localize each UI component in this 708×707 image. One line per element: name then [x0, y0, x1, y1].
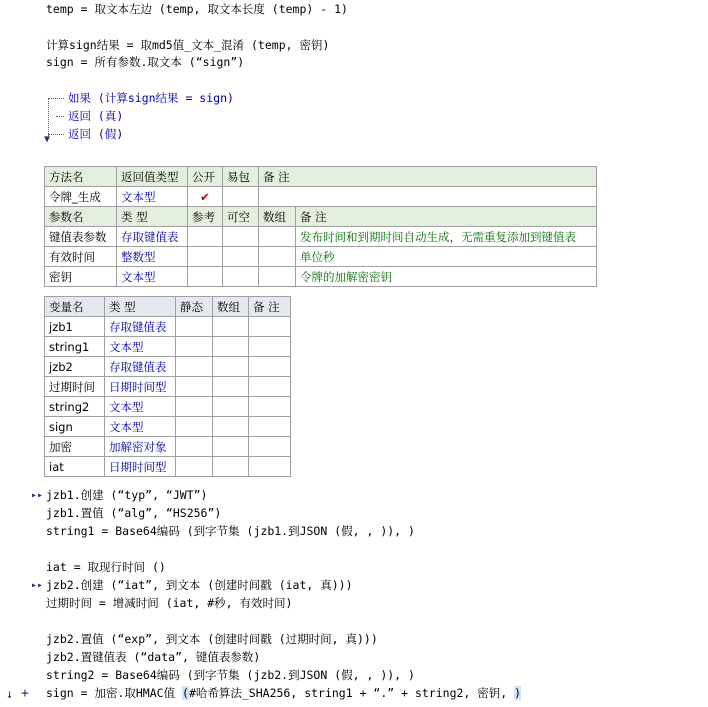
code-line-11[interactable]: jzb1.置值 (“alg”, “HS256”) [46, 506, 222, 520]
var-note[interactable] [249, 377, 291, 397]
var-name[interactable]: string1 [45, 337, 105, 357]
var-arr[interactable] [213, 357, 249, 377]
code-line-15[interactable]: 过期时间 = 增减时间 (iat, #秒, 有效时间) [46, 596, 293, 610]
var-static[interactable] [176, 357, 213, 377]
return-false[interactable]: 返回 (假) [68, 127, 124, 141]
return-true[interactable]: 返回 (真) [68, 109, 124, 123]
method-table [44, 166, 597, 287]
var-arr[interactable] [213, 457, 249, 477]
header-param-null: 可空 [223, 207, 259, 227]
param-null[interactable] [223, 227, 259, 247]
var-type[interactable]: 文本型 [105, 337, 176, 357]
var-type[interactable]: 日期时间型 [105, 457, 176, 477]
header-param-ref: 参考 [188, 207, 223, 227]
method-pkg-cell[interactable] [223, 187, 259, 207]
var-arr[interactable] [213, 377, 249, 397]
var-name[interactable]: 加密 [45, 437, 105, 457]
method-name-cell[interactable]: 令牌_生成 [45, 187, 117, 207]
var-row [45, 337, 291, 357]
var-row [45, 357, 291, 377]
var-note[interactable] [249, 397, 291, 417]
var-static[interactable] [176, 437, 213, 457]
header-note: 备 注 [259, 167, 597, 187]
var-static[interactable] [176, 377, 213, 397]
var-arr[interactable] [213, 317, 249, 337]
param-row [45, 247, 597, 267]
code-line-19-args: #哈希算法_SHA256, string1 + “.” + string2, 密钥, [188, 686, 515, 700]
param-name[interactable]: 键值表参数 [45, 227, 117, 247]
param-row [45, 267, 597, 287]
code-line-12[interactable]: string1 = Base64编码 (到字节集 (jzb1.到JSON (假, , )), ) [46, 524, 415, 538]
flow-line [48, 98, 49, 138]
code-line-18[interactable]: string2 = Base64编码 (到字节集 (jzb2.到JSON (假, , )), ) [46, 668, 415, 682]
flow-line [56, 116, 64, 117]
var-name[interactable]: 过期时间 [45, 377, 105, 397]
var-name[interactable]: string2 [45, 397, 105, 417]
param-type[interactable]: 存取键值表 [117, 227, 188, 247]
header-var-static: 静态 [176, 297, 213, 317]
var-name[interactable]: sign [45, 417, 105, 437]
method-note-cell[interactable] [259, 187, 597, 207]
header-pkg: 易包 [223, 167, 259, 187]
var-row [45, 377, 291, 397]
public-check-icon[interactable]: ✔ [188, 187, 223, 207]
code-line-3[interactable]: sign = 所有参数.取文本 (“sign”) [46, 55, 245, 69]
param-arr[interactable] [259, 227, 296, 247]
header-var-name: 变量名 [45, 297, 105, 317]
var-note[interactable] [249, 437, 291, 457]
param-type[interactable]: 文本型 [117, 267, 188, 287]
var-static[interactable] [176, 317, 213, 337]
var-arr[interactable] [213, 417, 249, 437]
header-param-type: 类 型 [117, 207, 188, 227]
header-var-type: 类 型 [105, 297, 176, 317]
var-arr[interactable] [213, 397, 249, 417]
var-name[interactable]: jzb2 [45, 357, 105, 377]
header-public: 公开 [188, 167, 223, 187]
code-line-2[interactable]: 计算sign结果 = 取md5值_文本_混淆 (temp, 密钥) [46, 38, 330, 52]
if-statement[interactable]: 如果 (计算sign结果 = sign) [68, 91, 234, 105]
method-return-type-cell[interactable]: 文本型 [117, 187, 188, 207]
var-static[interactable] [176, 397, 213, 417]
var-name[interactable]: iat [45, 457, 105, 477]
var-type[interactable]: 文本型 [105, 397, 176, 417]
variable-table [44, 296, 291, 477]
param-note[interactable]: 令牌的加解密密钥 [296, 267, 597, 287]
code-line-10[interactable]: jzb1.创建 (“typ”, “JWT”) [46, 488, 208, 502]
param-row [45, 227, 597, 247]
var-arr[interactable] [213, 337, 249, 357]
header-method-name: 方法名 [45, 167, 117, 187]
code-line-13[interactable]: iat = 取现行时间 () [46, 560, 166, 574]
param-null[interactable] [223, 247, 259, 267]
add-line-icon[interactable]: + [21, 686, 29, 701]
param-type[interactable]: 整数型 [117, 247, 188, 267]
header-var-note: 备 注 [249, 297, 291, 317]
var-type[interactable]: 存取键值表 [105, 317, 176, 337]
var-note[interactable] [249, 417, 291, 437]
breakpoint-arrow-icon[interactable]: ▸▸ [31, 580, 44, 591]
header-return-type: 返回值类型 [117, 167, 188, 187]
var-static[interactable] [176, 337, 213, 357]
breakpoint-arrow-icon[interactable]: ▸▸ [31, 490, 44, 501]
flow-line [48, 98, 64, 99]
var-arr[interactable] [213, 437, 249, 457]
var-type[interactable]: 文本型 [105, 417, 176, 437]
var-note[interactable] [249, 317, 291, 337]
var-note[interactable] [249, 357, 291, 377]
param-ref[interactable] [188, 227, 223, 247]
flow-line [48, 134, 64, 135]
param-note[interactable]: 发布时间和到期时间自动生成，无需重复添加到键值表 [296, 227, 597, 247]
param-arr[interactable] [259, 247, 296, 267]
var-row [45, 457, 291, 477]
paren-close: ) [514, 686, 522, 700]
param-null[interactable] [223, 267, 259, 287]
var-name[interactable]: jzb1 [45, 317, 105, 337]
var-note[interactable] [249, 337, 291, 357]
header-param-note: 备 注 [296, 207, 597, 227]
flow-arrow-icon: ▼ [44, 134, 51, 145]
current-line-arrow-icon[interactable]: ↓ [6, 687, 14, 701]
var-type[interactable]: 日期时间型 [105, 377, 176, 397]
var-row [45, 317, 291, 337]
var-type[interactable]: 加解密对象 [105, 437, 176, 457]
code-line-14[interactable]: jzb2.创建 (“iat”, 到文本 (创建时间戳 (iat, 真))) [46, 578, 353, 592]
code-line-16[interactable]: jzb2.置值 (“exp”, 到文本 (创建时间戳 (过期时间, 真))) [46, 632, 378, 646]
paren-open: ( [182, 686, 189, 700]
var-row [45, 437, 291, 457]
code-line-1[interactable]: temp = 取文本左边 (temp, 取文本长度 (temp) - 1) [46, 2, 348, 16]
param-name[interactable]: 密钥 [45, 267, 117, 287]
param-ref[interactable] [188, 267, 223, 287]
var-type[interactable]: 存取键值表 [105, 357, 176, 377]
param-note[interactable]: 单位秒 [296, 247, 597, 267]
var-row [45, 397, 291, 417]
code-line-19[interactable] [46, 684, 521, 702]
header-param-arr: 数组 [259, 207, 296, 227]
code-line-17[interactable]: jzb2.置键值表 (“data”, 键值表参数) [46, 650, 261, 664]
header-param-name: 参数名 [45, 207, 117, 227]
header-var-arr: 数组 [213, 297, 249, 317]
var-note[interactable] [249, 457, 291, 477]
var-static[interactable] [176, 457, 213, 477]
param-arr[interactable] [259, 267, 296, 287]
var-row [45, 417, 291, 437]
param-name[interactable]: 有效时间 [45, 247, 117, 267]
param-ref[interactable] [188, 247, 223, 267]
code-line-19-head: sign = 加密.取HMAC值 [46, 686, 183, 700]
var-static[interactable] [176, 417, 213, 437]
